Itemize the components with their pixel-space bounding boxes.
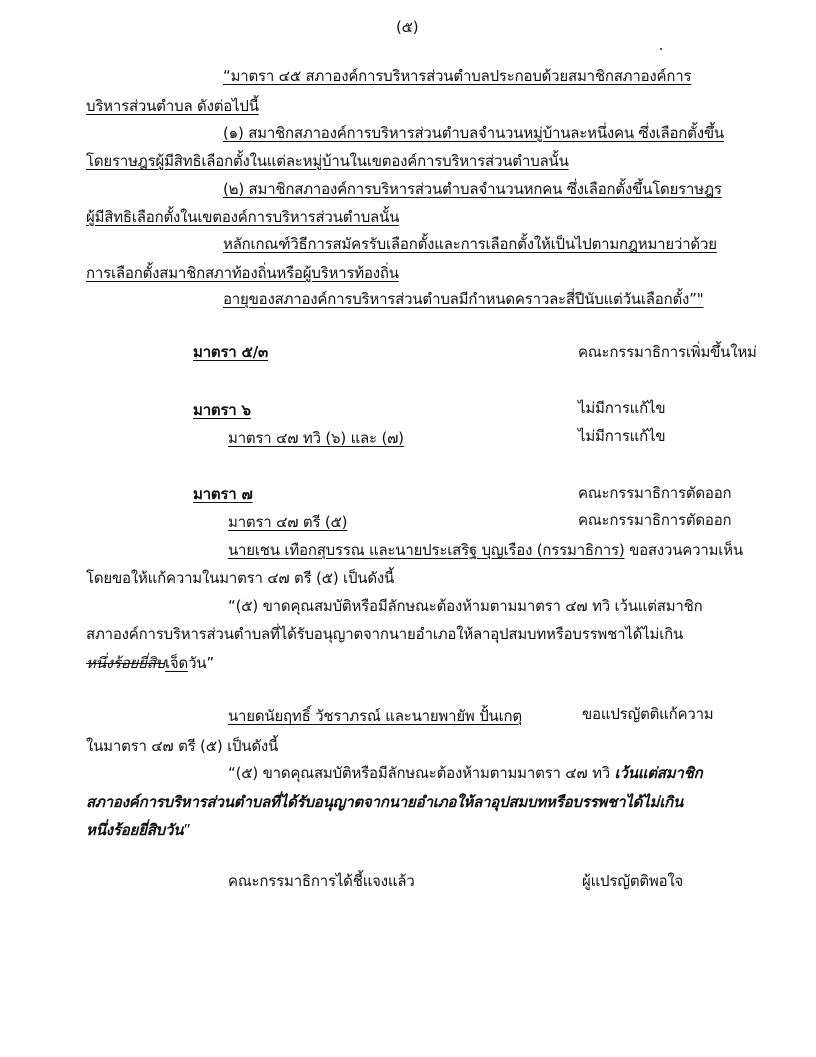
- amendment-deleted-text-2: สภาองค์การบริหารส่วนตำบลที่ได้รับอนุญาตจากนายอำเภอให้ลาอุปสมบทหรือบรรพชาได้ไม่เกิน: [86, 793, 684, 811]
- section45-item1-line2: โดยราษฎรผู้มีสิทธิเลือกตั้งในแต่ละหมู่บ้านในเขตองค์การบริหารส่วนตำบลนั้น: [86, 152, 569, 170]
- section45-item2-line1: (๒) สมาชิกสภาองค์การบริหารส่วนตำบลจำนวนหกคน ซึ่งเลือกตั้งขึ้นโดยราษฎร: [223, 180, 722, 198]
- amendment-quote1: [228, 763, 703, 783]
- reservation-end-text: วัน”: [188, 654, 214, 672]
- section-6-sub-label: มาตรา ๔๗ ทวิ (๖) และ (๗): [228, 429, 404, 447]
- reservation-struck-text: หนึ่งร้อยยี่สิบ: [86, 654, 165, 672]
- reservation-quote3: [86, 653, 214, 673]
- reservation-quote1: “(๕) ขาดคุณสมบัติหรือมีลักษณะต้องห้ามตามมาตรา ๔๗ ทวิ เว้นแต่สมาชิก: [228, 597, 703, 615]
- reservation-names: นายเชน เทือกสุบรรณ และนายประเสริฐ บุญเรือง (กรรมาธิการ): [228, 541, 625, 559]
- amendment-line2: ในมาตรา ๔๗ ตรี (๕) เป็นดังนี้: [86, 737, 279, 755]
- section45-term-line: อายุของสภาองค์การบริหารส่วนตำบลมีกำหนดคราวละสี่ปีนับแต่วันเลือกตั้ง”": [223, 290, 704, 308]
- proposer-satisfied: ผู้แปรญัตติพอใจ: [582, 872, 684, 890]
- section45-item2-line2: ผู้มีสิทธิเลือกตั้งในเขตองค์การบริหารส่วนตำบลนั้น: [86, 208, 400, 226]
- page-number: (๕): [396, 18, 419, 36]
- section-7-sub-status: คณะกรรมาธิการตัดออก: [578, 511, 732, 529]
- amendment-quote1-start: “(๕) ขาดคุณสมบัติหรือมีลักษณะต้องห้ามตามมาตรา ๔๗ ทวิ: [228, 764, 615, 782]
- reservation-quote2: สภาองค์การบริหารส่วนตำบลที่ได้รับอนุญาตจากนายอำเภอให้ลาอุปสมบทหรือบรรพชาได้ไม่เกิน: [86, 625, 684, 643]
- section-6-status: ไม่มีการแก้ไข: [578, 399, 666, 417]
- section-6-sub-status: ไม่มีการแก้ไข: [578, 427, 666, 445]
- section-5-3-status: คณะกรรมาธิการเพิ่มขึ้นใหม่: [578, 343, 757, 361]
- section-7-label: มาตรา ๗: [193, 485, 253, 503]
- amendment-quote3: [86, 820, 191, 840]
- amendment-names: นายดนัยฤทธิ์ วัชราภรณ์ และนายพายัพ ปั้นเกตุ: [228, 707, 522, 725]
- section45-rule-line1: หลักเกณฑ์วิธีการสมัครรับเลือกตั้งและการเลือกตั้งให้เป็นไปตามกฎหมายว่าด้วย: [223, 235, 717, 253]
- section45-item1-line1: (๑) สมาชิกสภาองค์การบริหารส่วนตำบลจำนวนหมู่บ้านละหนึ่งคน ซึ่งเลือกตั้งขึ้น: [223, 124, 724, 142]
- committee-explained: คณะกรรมาธิการได้ชี้แจงแล้ว: [228, 872, 415, 890]
- amendment-deleted-text-3: หนึ่งร้อยยี่สิบวัน: [86, 821, 184, 839]
- section-6-label: มาตรา ๖: [193, 401, 251, 419]
- reservation-action: ขอสงวนความเห็น: [624, 541, 743, 559]
- amendment-action: ขอแปรญัตติแก้ความ: [582, 705, 714, 723]
- section45-rule-line2: การเลือกตั้งสมาชิกสภาท้องถิ่นหรือผู้บริหารท้องถิ่น: [86, 264, 399, 282]
- amendment-quote-end: ”: [183, 821, 191, 839]
- section45-line2: บริหารส่วนตำบล ดังต่อไปนี้: [86, 97, 259, 115]
- reservation-line2: โดยขอให้แก้ความในมาตรา ๔๗ ตรี (๕) เป็นดังนี้: [86, 569, 395, 587]
- amendment-deleted-text-1: เว้นแต่สมาชิก: [614, 764, 703, 782]
- section-5-3-label: มาตรา ๕/๓: [193, 343, 269, 361]
- section-7-status: คณะกรรมาธิการตัดออก: [578, 484, 732, 502]
- reservation-new-text: เจ็ด: [165, 654, 189, 672]
- scan-speck: [660, 48, 662, 50]
- reservation-line1: [228, 540, 743, 560]
- section45-line1: “มาตรา ๔๕ สภาองค์การบริหารส่วนตำบลประกอบด้วยสมาชิกสภาองค์การ: [223, 67, 692, 85]
- section-7-sub-label: มาตรา ๔๗ ตรี (๕): [228, 513, 348, 531]
